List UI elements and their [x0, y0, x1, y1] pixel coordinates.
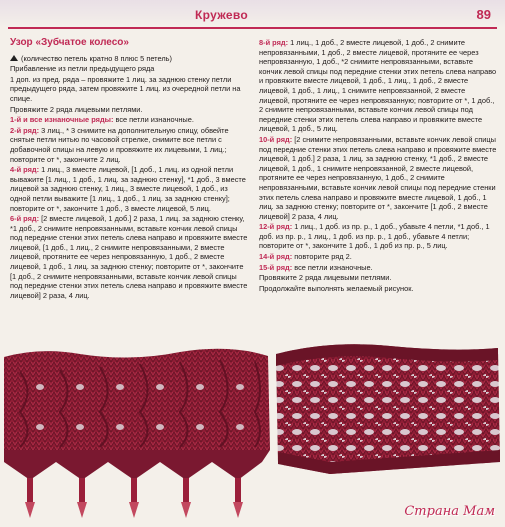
row-15-instruction: 15-й ряд: все петли изнаночные. — [259, 262, 373, 272]
pattern-title: Узор «Зубчатое колесо» — [10, 37, 129, 48]
row-1-instruction: 1-й и все изнаночные ряды: все петли изнаночные. — [10, 115, 194, 125]
knit-rows-note: Провяжите 2 ряда лицевыми петлями. — [10, 104, 143, 114]
left-swatch — [4, 349, 270, 518]
right-swatch — [276, 344, 500, 474]
continue-note: Продолжайте выполнять желаемый рисунок. — [259, 283, 414, 293]
knitted-samples-photo — [0, 312, 505, 527]
finish-note: Провяжите 2 ряда лицевыми петлями. — [259, 273, 392, 283]
row-4-instruction: 4-й ряд: 1 лиц., 3 вместе лицевой, [1 доб., 1 лиц. из одной петли выважите [1 лиц., 1 доб., 1 лиц. за заднюю стенку], *1 доб., 3 вместе лицевой за заднюю стенку, 1 лиц., 3 вместе лицевой, 1 доб., из одной петли выважите [1 лиц., 1 доб., 1 лиц. за заднюю стенку]; повторите от *, закончите 1 доб., 3 вместе лицевой, 5 лиц. — [10, 165, 246, 213]
page-header — [0, 0, 505, 28]
page-number: 89 — [476, 7, 491, 22]
row-2-instruction: 2-й ряд: 3 лиц., * 3 снимите на дополнительную спицу, обвейте снятые петли нитью по часовой стрелке, снимите все петли с добавочной спицы на левую и провяжите их лицевыми, 1 лиц.; повторите от *, закончите 2 лиц. — [10, 125, 229, 164]
increase-heading: Прибавление из петли предыдущего ряда — [10, 64, 155, 74]
row-10-instruction: 10-й ряд: [2 снимите непровязанными, вставьте кончик левой спицы под передние стенки этих петель слева направо и провяжите вместе лицевой, 1 доб.] 2 раза, 1 лиц. за заднюю стенку, *1 доб., 2 вместе лицевой, 1 доб., 1 снимите непровязанной, 2 вместе лицевой, протяните ее через непровязанную, 1 доб., 2 снимите непровязанными, вставьте кончик левой спицы под передние стенки этих петель слева направо и провяжите вместе лицевой, 1 доб., 1 лиц. за заднюю стенку; повторите от *, закончите [1 доб., 2 вместе лицевой] 2 раза, 4 лиц. — [259, 134, 497, 221]
triangle-icon — [10, 55, 18, 61]
left-column — [10, 38, 248, 301]
row-12-instruction: 12-й ряд: 1 лиц., 1 доб. из пр. р., 1 доб., убавьте 4 петли, *1 доб., 1 доб. из пр. р., 1 лиц., 1 доб. из пр. р., 1 доб., убавьте 4 петли; повторите от *, закончите 1 доб., 1 доб из пр. р., 5 лиц. — [259, 222, 490, 251]
site-watermark: Страна Мам — [404, 504, 495, 519]
row-8-instruction: 8-й ряд: 1 лиц., 1 доб., 2 вместе лицевой, 1 доб., 2 снимите непровязанными, 1 доб., 2 вместе лицевой, протяните ее через непровязанную, 1 доб., *2 снимите непровязанными, вставьте кончик левой спицы под передние стенки этих петель слева направо и провяжите вместе лицевой, 1 доб., 1 лиц., 1 доб., 2 вместе лицевой, 1 доб., 1 лиц., 1 снимите непровязанной, 2 вместе лицевой, протяните ее через непровязанную; повторите от *, 1 доб., 2 снимите непровязанными, вставьте кончик левой спицы под передние стенки этих петель слева направо и провяжите вместе лицевой, 1 доб., 5 лиц. — [259, 38, 497, 134]
right-column — [259, 38, 497, 294]
row-6-instruction: 6-й ряд: [2 вместе лицевой, 1 доб.] 2 раза, 1 лиц. за заднюю стенку, *1 доб., 2 снимите непровязанными, вставьте кончик левой спицы под передние стенки этих петель слева направо и провяжите вместе лицевой, [1 доб., 1 лиц., 2 снимите непровязанными, 2 вместе лицевой, протяните ее через непровязанную, 1 доб., 2 вместе лицевой, 1 доб., 1 лиц. за заднюю стенку; повторите от *, закончите [1 доб., 2 снимите непровязанными, вставьте кончик левой спицы под передние стенки этих петель слева направо и провяжите вместе лицевой] 2 раза, 4 лиц. — [10, 214, 248, 300]
increase-explanation: 1 доп. из пред. ряда – провяжите 1 лиц. за заднюю стенку петли предыдущего ряда, затем провяжите 1 лиц. из очередной петли на спице. — [10, 74, 241, 103]
row-14-instruction: 14-й ряд: повторите ряд 2. — [259, 252, 352, 262]
stitch-count-note: (количество петель кратно 8 плюс 5 петель) — [10, 54, 248, 64]
header-divider — [8, 27, 497, 29]
section-title: Кружево — [195, 8, 248, 22]
